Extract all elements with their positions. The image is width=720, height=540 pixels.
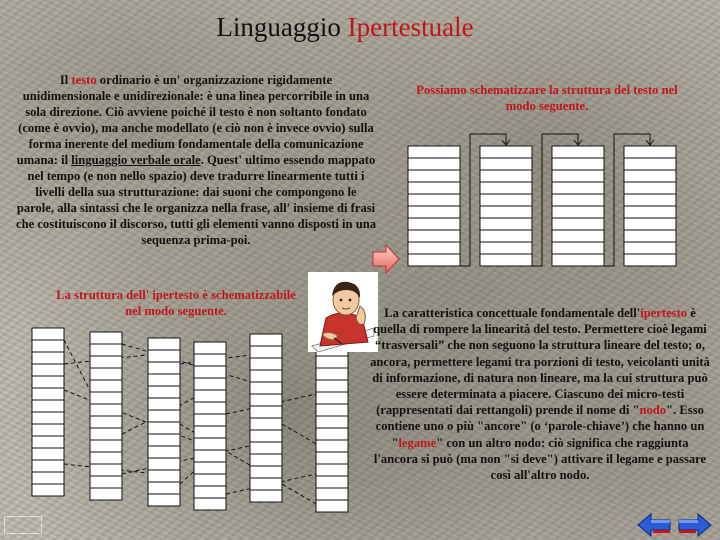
para4-text-3: è quella di rompere la linearità del testo. Permettere cioè legami “trasversali” che non seguono la struttura lineare del testo; o, ancora, permettere legami tra porzioni di testo, veicolanti unità di informazione, di natura non lineare, ma la cui struttura può essere determinata a piacere. Ciascuno dei micro-testi (rappresentati dai rettangoli) prende il nome di " [370,306,710,418]
page-title [0,12,690,43]
hyper-node-6 [316,344,348,512]
linear-structure-caption: Possiamo schematizzare la struttura del testo nel modo seguente. [416,83,678,113]
linear-node-1 [408,146,460,266]
ipertesto-keyword: ipertesto [640,306,688,320]
previous-slide-icon[interactable] [637,513,671,537]
hypertext-diagram [26,324,356,516]
hyper-node-4 [194,342,226,510]
hyper-node-5 [250,334,282,502]
para1-text-3: ordinario è un' organizzazione rigidamente unidimensionale e unidirezionale: è una linea percorribile in una sola direzione. Ciò avviene poiché il testo è non soltanto fondato (come è ovvio), ma anche modellato (e ciò non è invece ovvio) sulla forma inerente del medium fondamentale della comunicazione umana: il [16,73,374,167]
title-accent: Ipertestuale [347,12,474,42]
linear-node-2 [480,146,532,266]
linear-text-diagram [402,132,702,272]
hyper-node-3 [148,338,180,506]
nodo-keyword: nodo [639,403,667,418]
title-main: Linguaggio [216,12,348,42]
para4-text-7: " con un altro nodo: ciò significa che raggiunta l'ancora si può (ma non "si deve") attivare il legame e passare così all'altro nodo. [373,435,707,483]
slide-thumbnail-frame [4,516,42,534]
text-description-paragraph [16,72,376,248]
hypertext-structure-caption: La struttura dell' ipertesto è schematizzabile nel modo seguente. [56,288,296,318]
hypertext-description-paragraph [370,305,710,483]
legame-keyword: legame [398,435,437,450]
linguaggio-verbale-orale-link[interactable]: linguaggio verbale orale [71,153,201,167]
hyper-node-2 [90,332,122,500]
para4-text-5: ". Esso contiene uno o più "ancore" (o ‘parole-chiave’) che hanno un " [375,403,705,450]
testo-keyword: testo [71,73,97,87]
linear-node-4 [624,146,676,266]
thinking-man-icon [308,272,378,352]
para4-text-1: La caratteristica concettuale fondamentale dell' [384,306,641,320]
para1-text-5: . Quest' ultimo essendo mappato nel tempo (e non nello spazio) deve tradurre linearmente tutti i livelli della sua strutturazione: dai suoni che compongono le parole, alla sintassi che le organizza nella frase, all' insieme di frasi che costituiscono il discorso, tutti gli elementi vanno disposti in una sequenza prima-poi. [16,153,376,247]
para1-text-1: Il [59,73,72,87]
hyper-node-1 [32,328,64,496]
next-slide-icon[interactable] [678,513,712,537]
right-arrow-icon [372,244,400,274]
linear-node-3 [552,146,604,266]
